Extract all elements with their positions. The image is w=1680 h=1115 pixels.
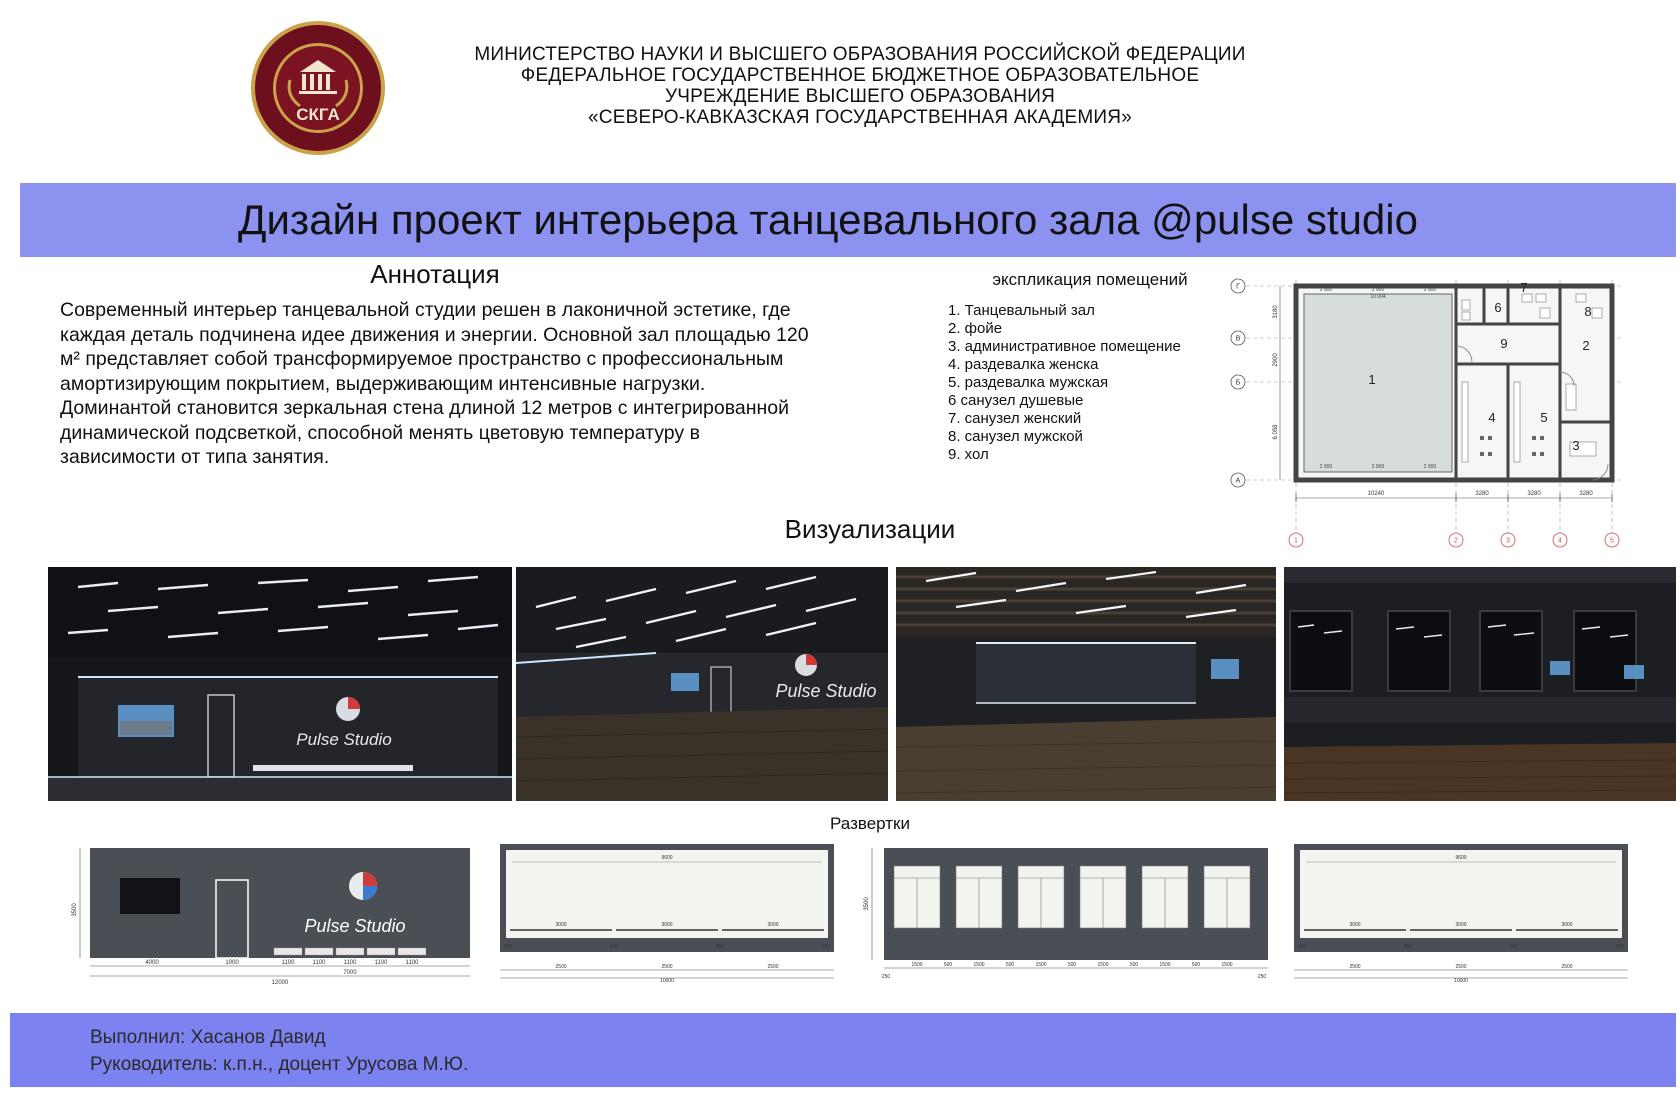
plan-dim: 6 058 <box>1273 424 1279 440</box>
render-image-1 <box>48 567 512 801</box>
annotation-line: динамической подсветкой, способной менять цветовую температуру в <box>60 421 700 444</box>
plan-dim: 2 900 <box>1371 464 1385 470</box>
room-number: 6 <box>1494 300 1502 315</box>
elev-dim: 1100 <box>343 960 357 966</box>
axis-label: А <box>1235 477 1241 485</box>
elev-dim: 3500 <box>864 897 870 911</box>
room-number: 4 <box>1488 410 1496 425</box>
visualizations-heading: Визуализации <box>784 514 956 544</box>
annotation-line: Доминантой становится зеркальная стена длиной 12 метров с интегрированной <box>60 397 789 419</box>
header-line: ФЕДЕРАЛЬНОЕ ГОСУДАРСТВЕННОЕ БЮДЖЕТНОЕ ОБРАЗОВАТЕЛЬНОЕ <box>520 65 1200 86</box>
axis-label: В <box>1235 335 1241 343</box>
elev-dim: 10000 <box>660 978 674 984</box>
logo-abbrev: СКГА <box>296 105 340 124</box>
explication-item: 2. фойе <box>948 320 1003 337</box>
elev-dim: 1100 <box>405 960 419 966</box>
annotation-line: м² представляет собой трансформируемое пространство с профессиональным <box>60 348 784 370</box>
axis-label: Б <box>1235 379 1241 387</box>
render-brand-text: Pulse Studio <box>296 730 392 749</box>
elev-dim: 1500 <box>1035 962 1047 968</box>
plan-dim: 2 900 <box>1319 287 1333 293</box>
explication-heading: экспликация помещений <box>992 270 1188 289</box>
explication-item: 7. санузел женский <box>948 410 1082 427</box>
elev-dim: 1500 <box>973 962 985 968</box>
plan-dim: 10 004 <box>1370 294 1386 300</box>
plan-dim: 3280 <box>1579 491 1593 497</box>
room-number: 2 <box>1582 338 1590 353</box>
elev-dim: 3000 <box>661 922 673 928</box>
render-image-3 <box>896 567 1276 801</box>
elevation-2 <box>494 838 842 988</box>
explication-list <box>948 302 1181 464</box>
room-number: 7 <box>1520 280 1528 295</box>
header-line: УЧРЕЖДЕНИЕ ВЫСШЕГО ОБРАЗОВАНИЯ <box>664 86 1056 107</box>
elev-dim: 3000 <box>1455 922 1467 928</box>
plan-dim: 2900 <box>1273 353 1279 367</box>
elev-dim: 9600 <box>1455 855 1467 861</box>
elev-dim: 1100 <box>281 960 295 966</box>
plan-dim: 2 900 <box>1423 287 1437 293</box>
elev-dim: 600 <box>1509 944 1519 950</box>
elev-dim: 500 <box>1067 962 1077 968</box>
elevation-3 <box>858 838 1278 988</box>
developments-heading: Развертки <box>830 814 910 833</box>
academy-logo <box>250 20 386 156</box>
author-credit: Выполнил: Хасанов Давид <box>90 1027 326 1048</box>
elev-dim: 1100 <box>374 960 388 966</box>
elev-dim: 1500 <box>911 962 923 968</box>
elev-dim: 3000 <box>1561 922 1573 928</box>
elev-dim: 250 <box>1297 944 1307 950</box>
explication-item: 1. Танцевальный зал <box>948 302 1095 319</box>
annotation-line: каждая деталь подчинена идее движения и энергии. Основной зал площадью 120 <box>60 323 809 346</box>
elev-dim: 1500 <box>1221 962 1233 968</box>
room-number: 3 <box>1572 438 1580 453</box>
elev-dim: 2500 <box>1455 964 1467 970</box>
explication-item: 5. раздевалка мужская <box>948 374 1109 391</box>
room-number: 1 <box>1368 372 1376 387</box>
elev-dim: 3000 <box>555 922 567 928</box>
plan-dim: 2 900 <box>1371 287 1385 293</box>
plan-dim: 3180 <box>1273 305 1279 319</box>
elev-dim: 250 <box>881 974 891 980</box>
plan-dim: 2 900 <box>1319 464 1333 470</box>
axis-label: 1 <box>1294 537 1298 545</box>
room-number: 8 <box>1584 304 1592 319</box>
elev-dim: 1100 <box>312 960 326 966</box>
render-image-2 <box>516 567 888 801</box>
elev-dim: 3000 <box>1349 922 1361 928</box>
elev-dim: 500 <box>1129 962 1139 968</box>
explication-item: 9. хол <box>948 446 989 463</box>
elev-dim: 7000 <box>343 970 357 976</box>
annotation-line: Современный интерьер танцевальной студии решен в лаконичной эстетике, где <box>60 299 791 321</box>
plan-dim: 3280 <box>1475 491 1489 497</box>
elev-dim: 2500 <box>555 964 567 970</box>
explication-item: 3. административное помещение <box>948 338 1181 355</box>
axis-label: 2 <box>1454 537 1458 545</box>
elev-brand-text: Pulse Studio <box>304 916 406 936</box>
elev-dim: 600 <box>715 944 725 950</box>
elev-dim: 600 <box>1403 944 1413 950</box>
room-number: 5 <box>1540 410 1548 425</box>
elev-dim: 600 <box>609 944 619 950</box>
elev-dim: 1500 <box>1097 962 1109 968</box>
elev-dim: 250 <box>1615 944 1625 950</box>
elevation-4 <box>1288 838 1636 988</box>
elev-dim: 2500 <box>767 964 779 970</box>
ministry-header <box>450 44 1270 128</box>
explication-item: 8. санузел мужской <box>948 428 1083 445</box>
plan-dim: 2 900 <box>1423 464 1437 470</box>
elev-dim: 250 <box>1257 974 1267 980</box>
page-title: Дизайн проект интерьера танцевального зала @pulse studio <box>238 196 1418 243</box>
advisor-credit: Руководитель: к.п.н., доцент Урусова М.Ю. <box>90 1054 469 1075</box>
annotation-text <box>60 298 920 470</box>
elev-dim: 12000 <box>271 980 289 986</box>
elev-dim: 500 <box>1191 962 1201 968</box>
elev-dim: 3000 <box>767 922 779 928</box>
elevation-1 <box>60 838 480 988</box>
annotation-line: зависимости от типа занятия. <box>60 446 330 468</box>
axis-label: Г <box>1236 283 1240 291</box>
elev-dim: 4000 <box>145 960 159 966</box>
axis-label: 3 <box>1506 537 1510 545</box>
elev-dim: 500 <box>943 962 953 968</box>
elev-dim: 1500 <box>1159 962 1171 968</box>
render-image-4 <box>1284 567 1676 801</box>
elev-dim: 2500 <box>1561 964 1573 970</box>
elev-dim: 2500 <box>661 964 673 970</box>
plan-dim: 10240 <box>1367 491 1385 497</box>
elev-dim: 250 <box>821 944 831 950</box>
axis-label: 5 <box>1610 537 1614 545</box>
room-number: 9 <box>1500 336 1508 351</box>
elev-dim: 10000 <box>1454 978 1468 984</box>
floor-plan <box>1222 272 1642 552</box>
render-brand-text: Pulse Studio <box>775 681 877 701</box>
elev-dim: 500 <box>1005 962 1015 968</box>
axis-label: 4 <box>1558 537 1562 545</box>
explication-item: 6 санузел душевые <box>948 392 1084 409</box>
elev-dim: 9600 <box>661 855 673 861</box>
header-line: «СЕВЕРО-КАВКАЗСКАЯ ГОСУДАРСТВЕННАЯ АКАДЕМИЯ» <box>588 107 1132 128</box>
header-line: МИНИСТЕРСТВО НАУКИ И ВЫСШЕГО ОБРАЗОВАНИЯ РОССИЙСКОЙ ФЕДЕРАЦИИ <box>474 44 1246 65</box>
elev-dim: 1000 <box>225 960 239 966</box>
annotation-line: амортизирующим покрытием, выдерживающим интенсивные нагрузки. <box>60 372 706 395</box>
elev-dim: 2500 <box>1349 964 1361 970</box>
elev-dim: 250 <box>503 944 513 950</box>
plan-dim: 3280 <box>1527 491 1541 497</box>
explication-item: 4. раздевалка женска <box>948 356 1099 373</box>
annotation-heading: Аннотация <box>370 259 500 289</box>
elev-dim: 3500 <box>72 903 78 917</box>
